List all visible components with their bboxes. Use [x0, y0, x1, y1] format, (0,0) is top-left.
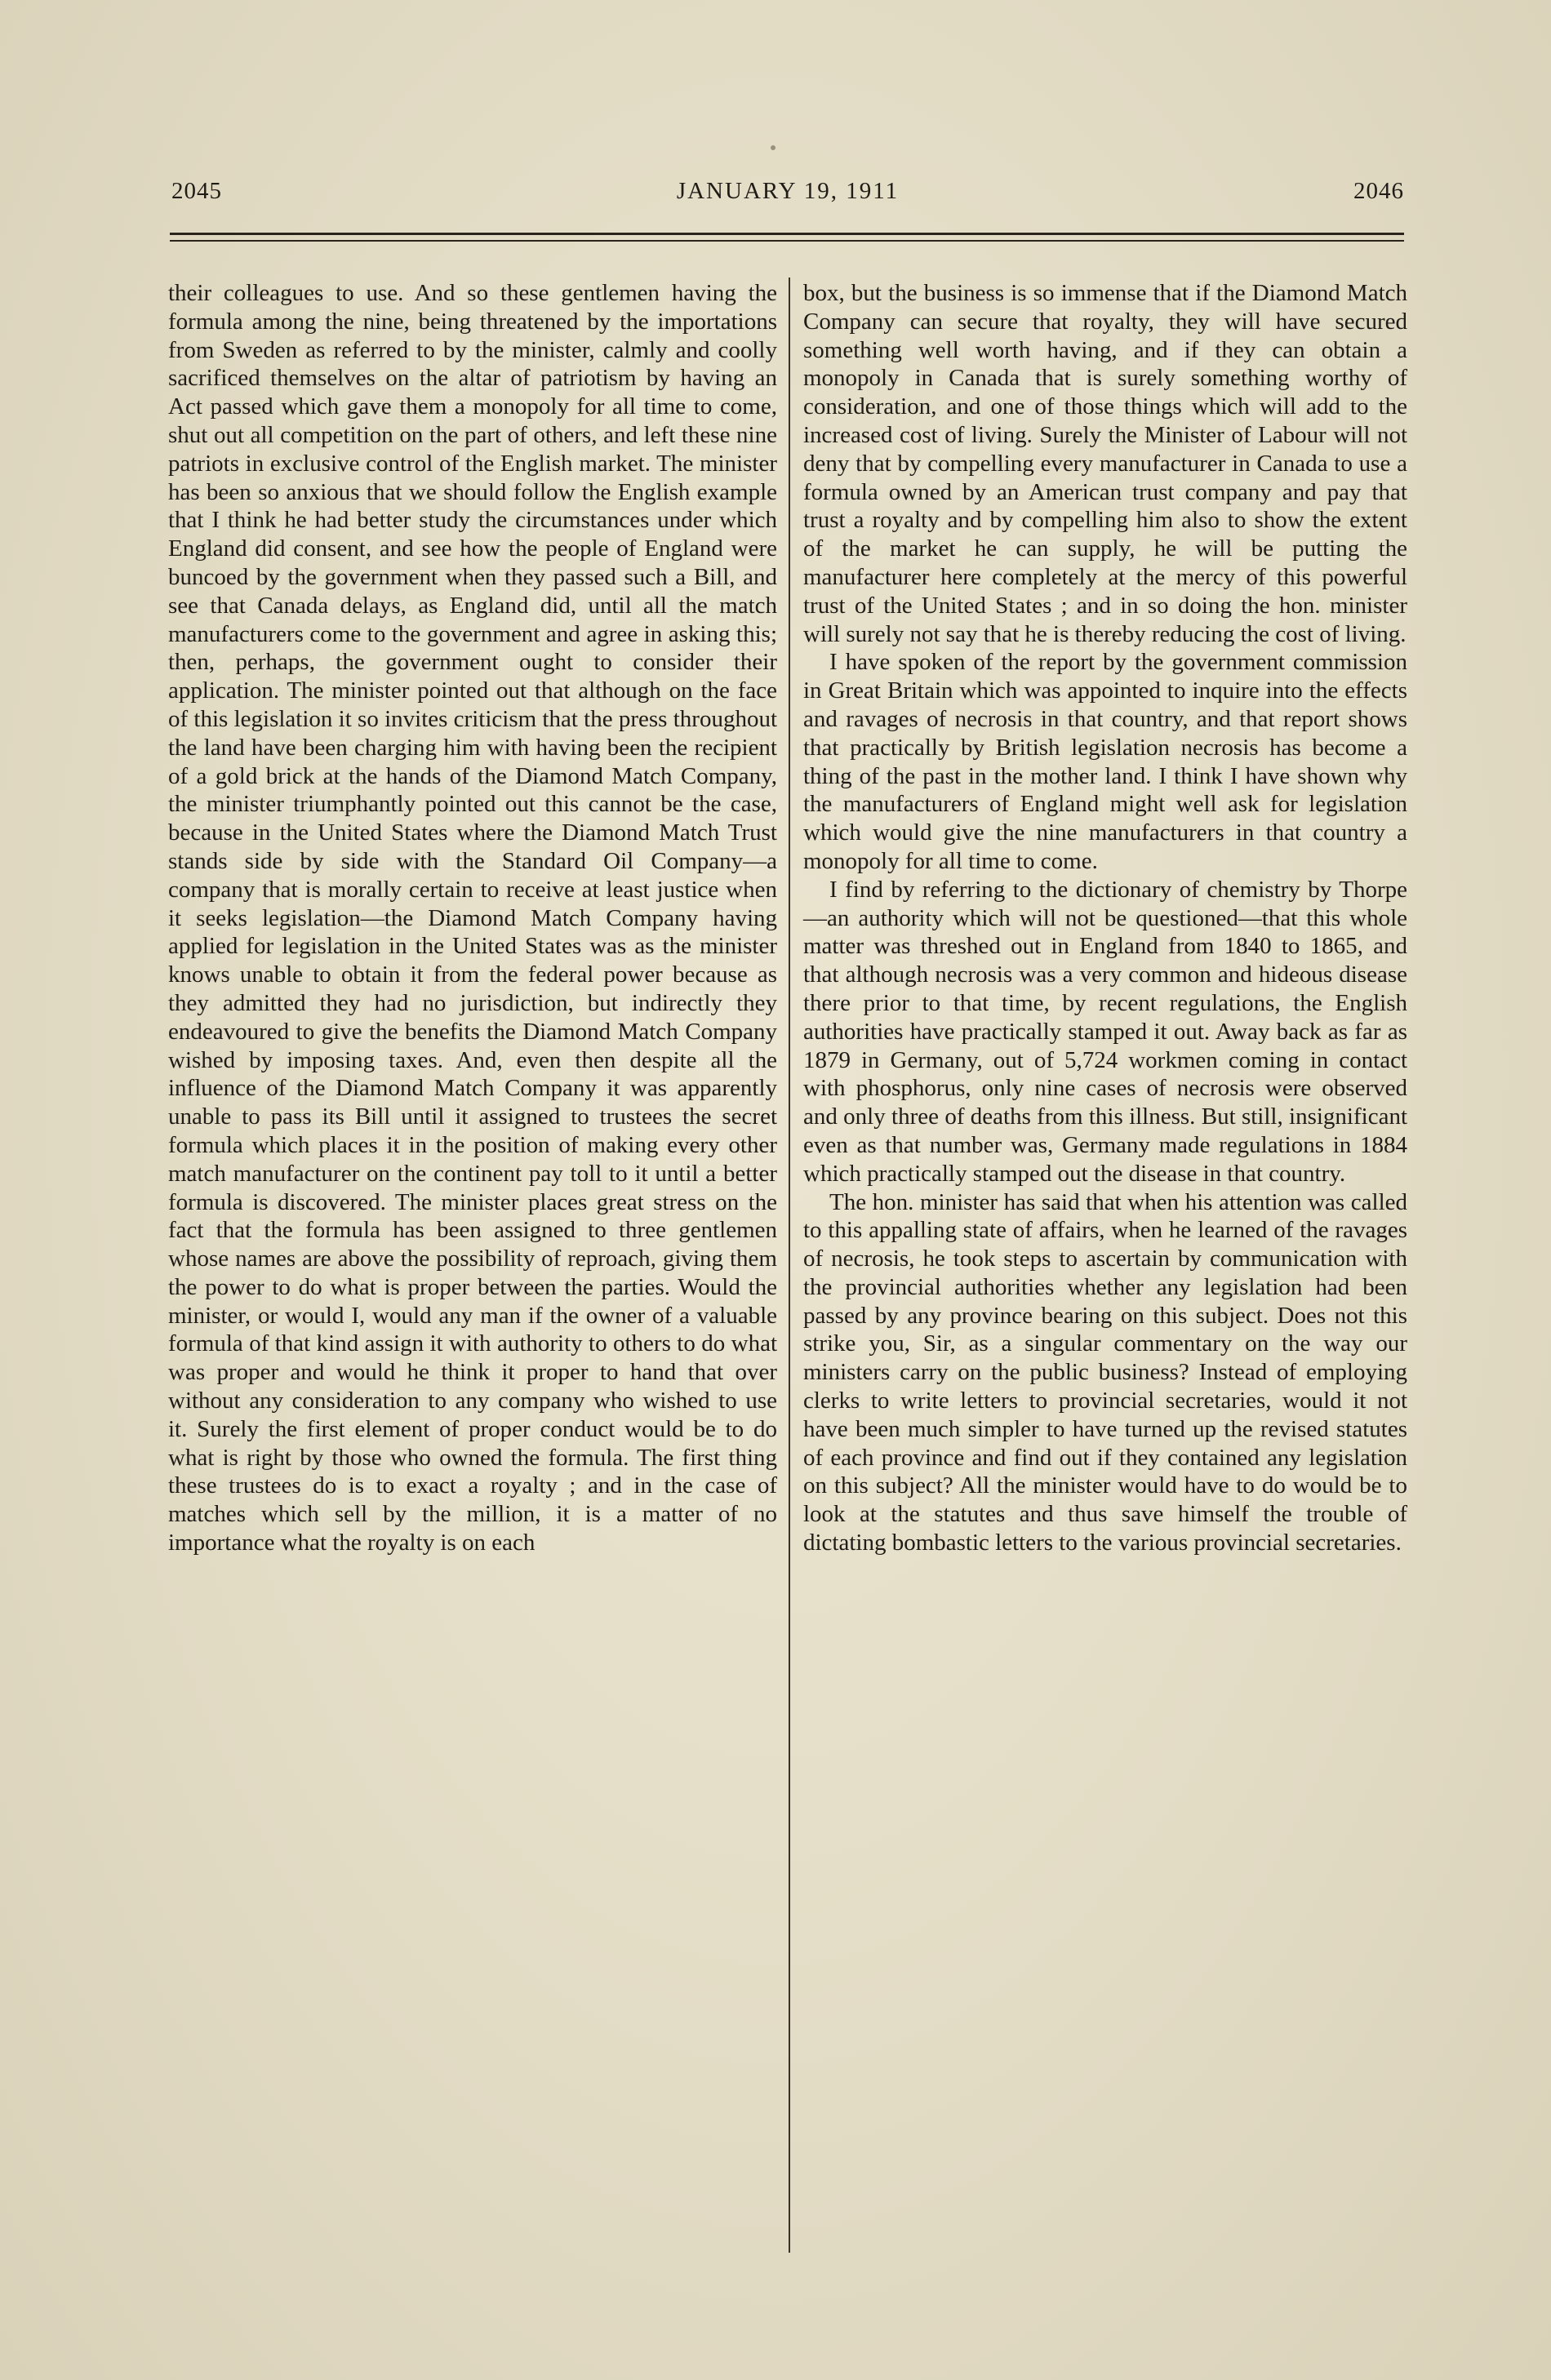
- header-date: JANUARY 19, 1911: [676, 178, 900, 204]
- page-header: [171, 178, 1404, 211]
- left-column: [168, 279, 777, 1557]
- paragraph: I find by referring to the dictionary of chemistry by Thorpe—an authority which will not be questioned—that this whole matter was threshed out in England from 1840 to 1865, and that although necrosis was a very common and hideous disease there prior to that time, by recent regulations, the English authorities have practically stamped it out. Away back as far as 1879 in Germany, out of 5,724 workmen coming in contact with phosphorus, only nine cases of necrosis were observed and only three of deaths from this illness. But still, insignificant even as that number was, Germany made regulations in 1884 which practically stamped out the disease in that country.: [803, 876, 1407, 1187]
- right-page-number: 2046: [1353, 178, 1404, 204]
- paragraph: The hon. minister has said that when his attention was called to this appalling state of affairs, when he learned of the ravages of necrosis, he took steps to ascertain by communication with the provincial authorities whether any legislation had been passed by any province bearing on this subject. Does not this strike you, Sir, as a singular commentary on the way our ministers carry on the public business? Instead of employing clerks to write letters to provincial secretaries, would it not have been much simpler to have turned up the revised statutes of each province and find out if they contained any legislation on this subject? All the minister would have to do would be to look at the statutes and thus save himself the trouble of dictating bombastic letters to the various provincial secretaries.: [803, 1188, 1407, 1556]
- right-column: [803, 279, 1407, 1557]
- header-rule-thin: [170, 240, 1404, 242]
- paragraph: I have spoken of the report by the government commission in Great Britain which was appointed to inquire into the effects and ravages of necrosis in that country, and that report shows that practically by British legislation necrosis has become a thing of the past in the mother land. I think I have shown why the manufacturers of England might well ask for legislation which would give the nine manufacturers in that country a monopoly for all time to come.: [803, 649, 1407, 874]
- header-rule-thick: [170, 233, 1404, 235]
- paragraph: their colleagues to use. And so these gentlemen having the formula among the nine, being threatened by the importations from Sweden as referred to by the minister, calmly and coolly sacrificed themselves on the altar of patriotism by having an Act passed which gave them a monopoly for all time to come, shut out all competition on the part of others, and left these nine patriots in exclusive control of the English market. The minister has been so anxious that we should follow the English example that I think he had better study the circumstances under which England did consent, and see how the people of England were buncoed by the government when they passed such a Bill, and see that Canada delays, as England did, until all the match manufacturers come to the government and agree in asking this; then, perhaps, the government ought to consider their application. The minister pointed out that although on the face of this legislation it so invites criticism that the press throughout the land have been charging him with having been the recipient of a gold brick at the hands of the Diamond Match Company, the minister triumphantly pointed out this cannot be the case, because in the United States where the Diamond Match Trust stands side by side with the Standard Oil Company—a company that is morally certain to receive at least justice when it seeks legislation—the Diamond Match Company having applied for legislation in the United States was as the minister knows unable to obtain it from the federal power because as they admitted they had no jurisdiction, but indirectly they endeavoured to give the benefits the Diamond Match Company wished by imposing taxes. And, even then despite all the influence of the Diamond Match Company it was apparently unable to pass its Bill until it assigned to trustees the secret formula which places it in the position of making every other match manufacturer on the continent pay toll to it until a better formula is discovered. The minister places great stress on the fact that the formula has been assigned to three gentlemen whose names are above the possibility of reproach, giving them the power to do what is proper between the parties. Would the minister, or would I, would any man if the owner of a valuable formula of that kind assign it with authority to others to do what was proper and would he think it proper to hand that over without any consideration to any company who wished to use it. Surely the first element of proper conduct would be to do what is right by those who owned the formula. The first thing these trustees do is to exact a royalty ; and in the case of matches which sell by the million, it is a matter of no importance what the royalty is on each: [168, 280, 777, 1556]
- print-speck: [771, 145, 776, 150]
- paragraph: box, but the business is so immense that if the Diamond Match Company can secure that royalty, they will have secured something well worth having, and if they can obtain a monopoly in Canada that is surely something worthy of consideration, and one of those things which will add to the increased cost of living. Surely the Minister of Labour will not deny that by compelling every manufacturer in Canada to use a formula owned by an American trust company and pay that trust a royalty and by compelling him also to show the extent of the market he can supply, he will be putting the manufacturer here completely at the mercy of this powerful trust of the United States ; and in so doing the hon. minister will surely not say that he is thereby reducing the cost of living.: [803, 280, 1407, 647]
- left-page-number: 2045: [171, 178, 222, 204]
- column-divider: [789, 278, 790, 2253]
